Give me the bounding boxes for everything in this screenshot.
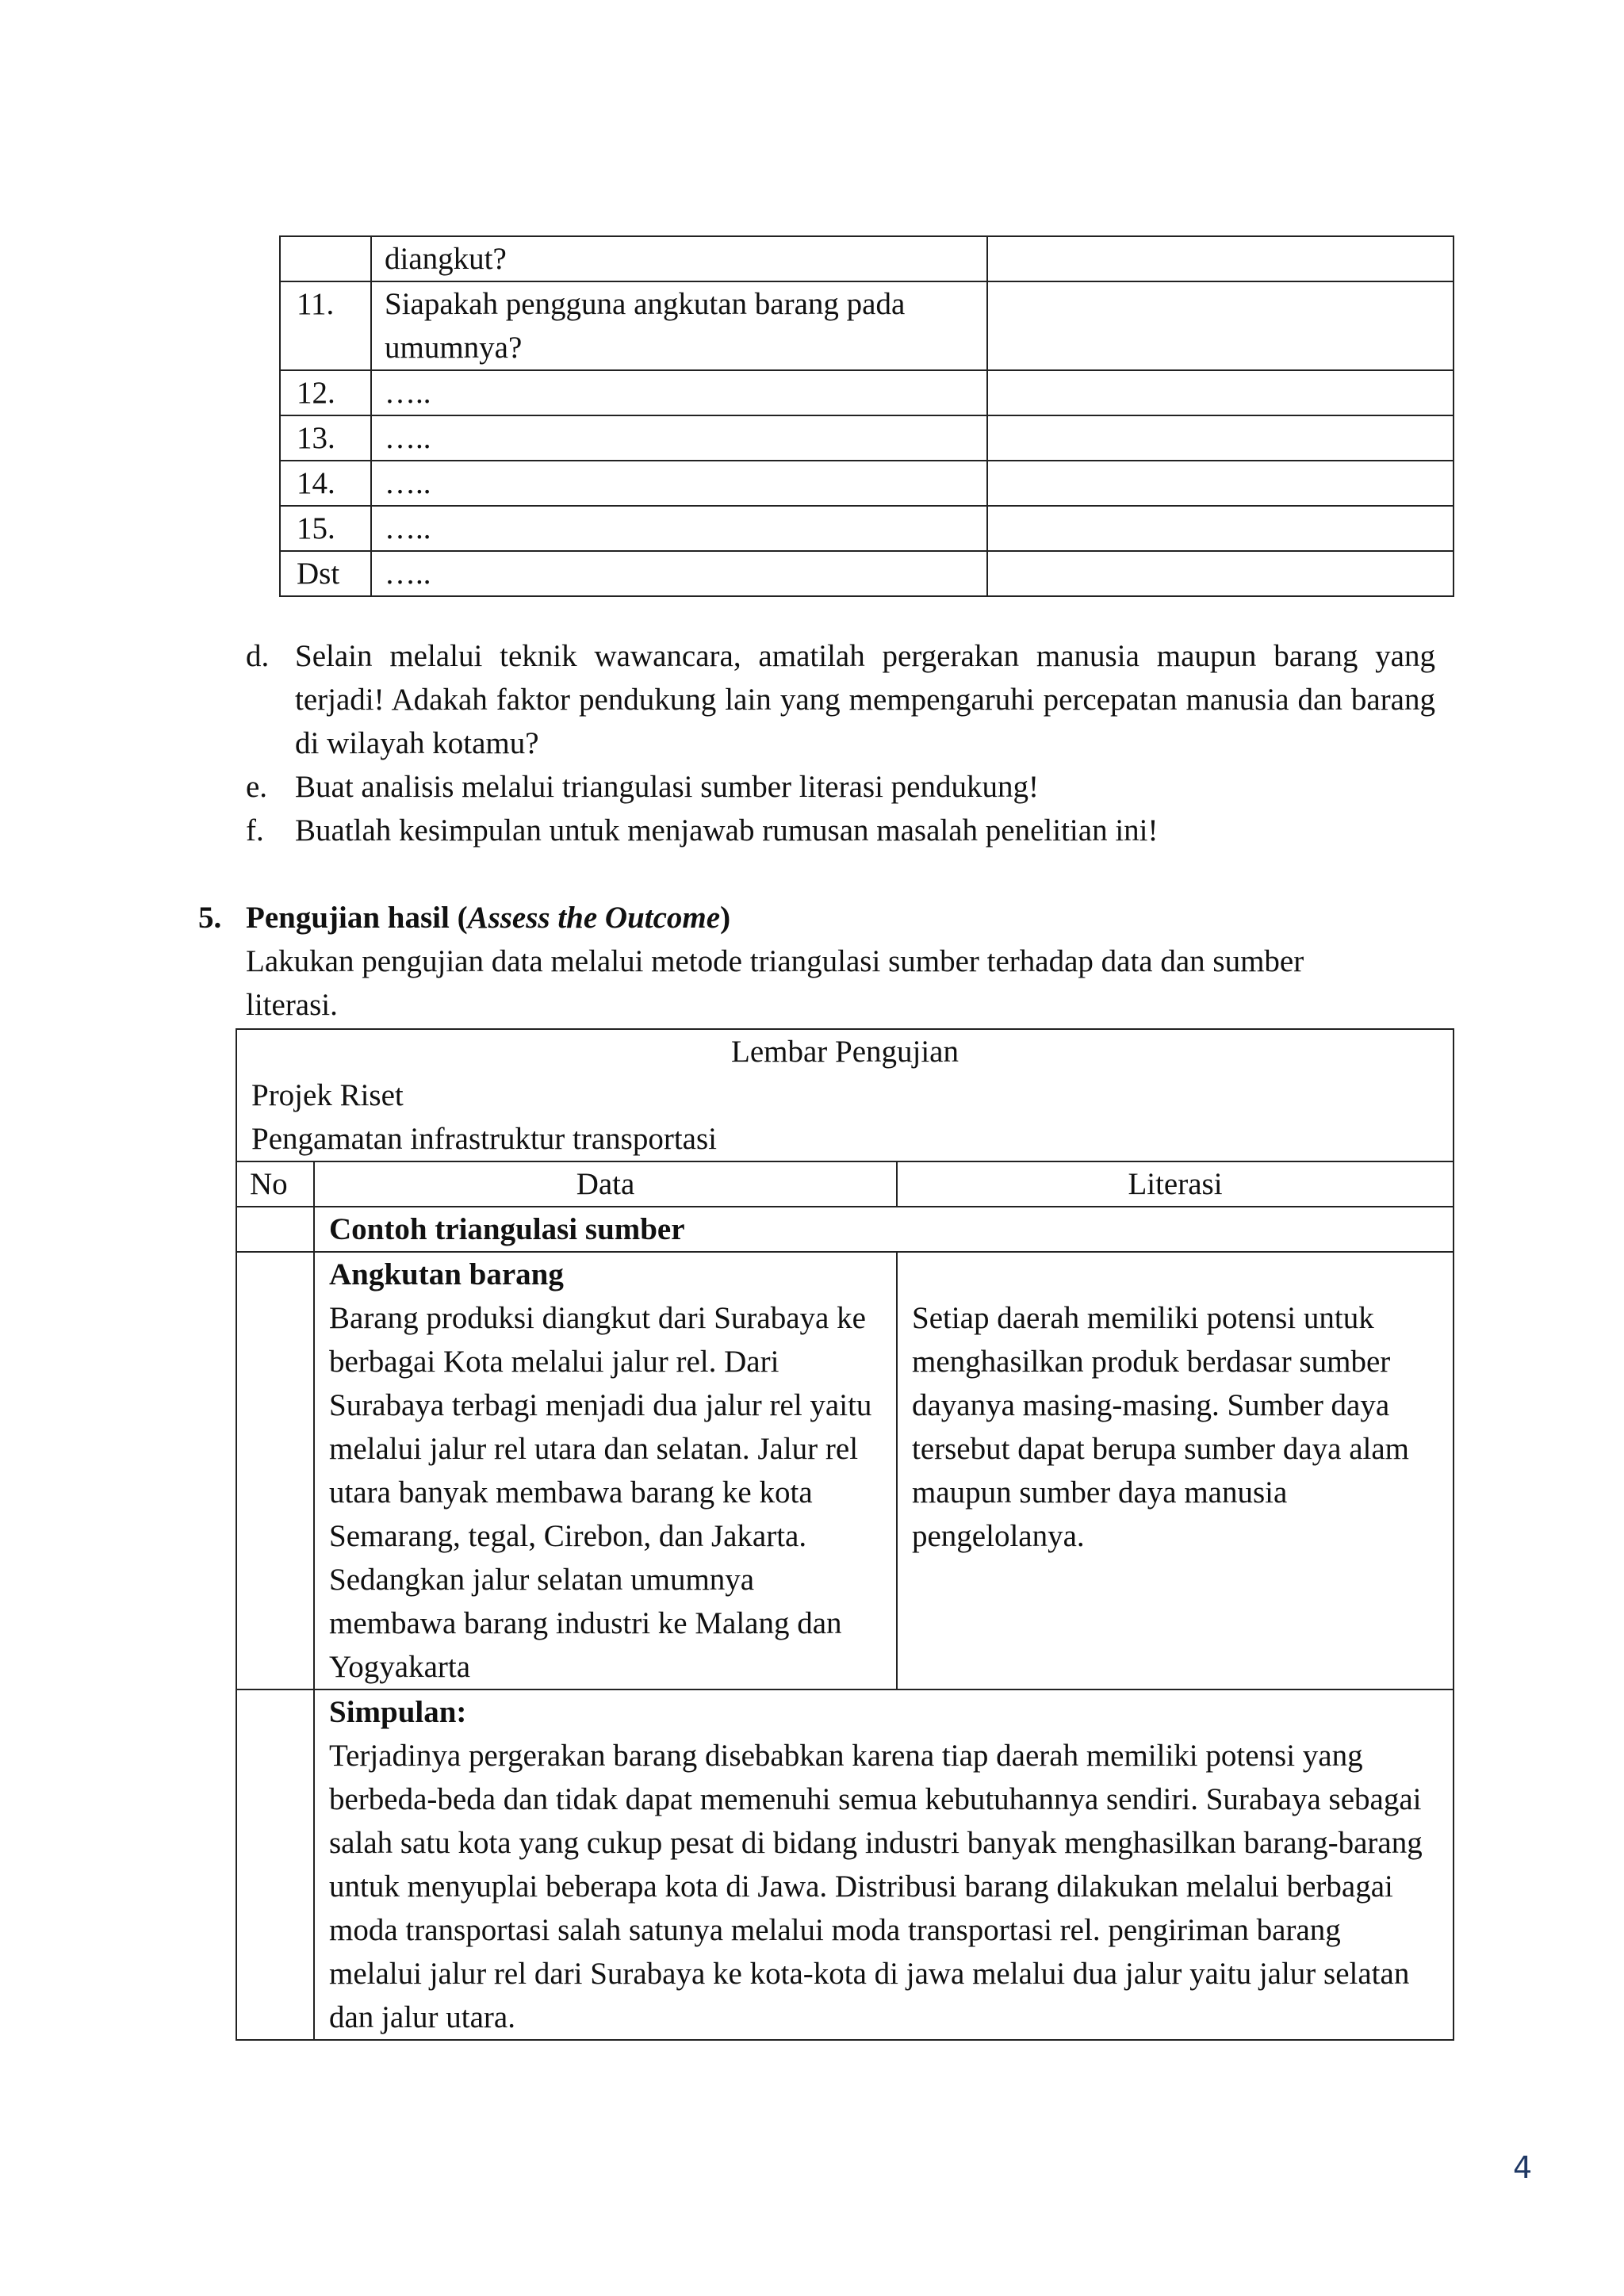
table-row — [280, 506, 1454, 551]
row-number — [236, 1207, 314, 1252]
data-cell — [314, 1252, 897, 1689]
column-header-no: No — [236, 1161, 314, 1207]
sheet-header-cell — [236, 1029, 1454, 1161]
list-item-label: d. — [246, 639, 270, 673]
column-header-data: Data — [314, 1161, 897, 1207]
list-item-text: Buatlah kesimpulan untuk menjawab rumusan masalah penelitian ini! — [295, 813, 1159, 848]
test-sheet-table — [236, 1028, 1454, 2041]
section-title — [246, 896, 730, 939]
table-header-block — [236, 1029, 1454, 1161]
table-row — [236, 1207, 1454, 1252]
answer-cell — [987, 370, 1454, 415]
table-row — [280, 415, 1454, 461]
list-item-text: Buat analisis melalui triangulasi sumber literasi pendukung! — [295, 770, 1039, 804]
project-line-2: Pengamatan infrastruktur transportasi — [251, 1122, 717, 1156]
list-item-label: e. — [246, 770, 268, 804]
row-number: 15. — [280, 506, 371, 551]
answer-cell — [987, 551, 1454, 596]
question-text: ….. — [371, 370, 987, 415]
row-number — [236, 1689, 314, 2040]
answer-cell — [987, 236, 1454, 281]
column-header-row — [236, 1161, 1454, 1207]
data-text: Barang produksi diangkut dari Surabaya ke berbagai Kota melalui jalur rel. Dari Surabaya terbagi menjadi dua jalur rel yaitu melalui jalur rel utara dan selatan. Jalur rel utara banyak membawa barang ke kota Semarang, tegal, Cirebon, dan Jakarta. Sedangkan jalur selatan umumnya membawa barang industri ke Malang dan Yogyakarta — [329, 1301, 872, 1684]
section-number: 5. — [198, 901, 222, 935]
literasi-cell: Setiap daerah memiliki potensi untuk menghasilkan produk berdasar sumber dayanya masing-masing. Sumber daya tersebut dapat berupa sumber daya alam maupun sumber daya manusia pengelolanya. — [897, 1252, 1454, 1689]
section-5 — [198, 896, 1451, 1027]
answer-cell — [987, 415, 1454, 461]
sheet-title: Lembar Pengujian — [731, 1035, 959, 1069]
question-text: diangkut? — [371, 236, 987, 281]
section-heading — [198, 896, 1451, 939]
table-row — [280, 236, 1454, 281]
section-title-end: ) — [720, 901, 731, 935]
example-heading: Contoh triangulasi sumber — [314, 1207, 1454, 1252]
question-text: Siapakah pengguna angkutan barang pada umumnya? — [371, 281, 987, 370]
table-row — [236, 1689, 1454, 2040]
table-row — [280, 551, 1454, 596]
page-number: 4 — [1513, 2150, 1533, 2185]
list-item-label: f. — [246, 813, 264, 848]
row-number — [280, 236, 371, 281]
table-row — [280, 281, 1454, 370]
column-header-literasi: Literasi — [897, 1161, 1454, 1207]
answer-cell — [987, 506, 1454, 551]
list-item — [246, 634, 1435, 765]
table-row — [280, 461, 1454, 506]
list-item — [246, 809, 1435, 852]
conclusion-cell — [314, 1689, 1454, 2040]
table-row — [280, 370, 1454, 415]
conclusion-heading: Simpulan: — [329, 1695, 467, 1729]
row-number: 11. — [280, 281, 371, 370]
row-number: 14. — [280, 461, 371, 506]
answer-cell — [987, 281, 1454, 370]
section-description: Lakukan pengujian data melalui metode triangulasi sumber terhadap data dan sumber literasi. — [246, 944, 1304, 1022]
question-text: ….. — [371, 551, 987, 596]
answer-cell — [987, 461, 1454, 506]
row-number: Dst — [280, 551, 371, 596]
question-text: ….. — [371, 415, 987, 461]
section-title-italic: Assess the Outcome — [467, 901, 721, 935]
section-title-start: Pengujian hasil ( — [246, 901, 468, 935]
interview-questions-table — [279, 235, 1454, 597]
row-number — [236, 1252, 314, 1689]
table-row — [236, 1252, 1454, 1689]
row-number: 12. — [280, 370, 371, 415]
question-text: ….. — [371, 506, 987, 551]
steps-list — [246, 634, 1435, 852]
conclusion-text: Terjadinya pergerakan barang disebabkan karena tiap daerah memiliki potensi yang berbeda-beda dan tidak dapat memenuhi semua kebutuhannya sendiri. Surabaya sebagai salah satu kota yang cukup pesat di bidang industri banyak menghasilkan barang-barang untuk menyuplai beberapa kota di Jawa. Distribusi barang dilakukan melalui berbagai moda transportasi salah satunya melalui moda transportasi rel. pengiriman barang melalui jalur rel dari Surabaya ke kota-kota di jawa melalui dua jalur yaitu jalur selatan dan jalur utara. — [329, 1739, 1423, 2034]
data-heading: Angkutan barang — [329, 1257, 564, 1292]
list-item — [246, 765, 1435, 809]
list-item-text: Selain melalui teknik wawancara, amatilah pergerakan manusia maupun barang yang terjadi! Adakah faktor pendukung lain yang mempengaruhi percepatan manusia dan barang di wilayah kotamu? — [295, 639, 1435, 760]
row-number: 13. — [280, 415, 371, 461]
question-text: ….. — [371, 461, 987, 506]
project-line-1: Projek Riset — [251, 1078, 404, 1112]
